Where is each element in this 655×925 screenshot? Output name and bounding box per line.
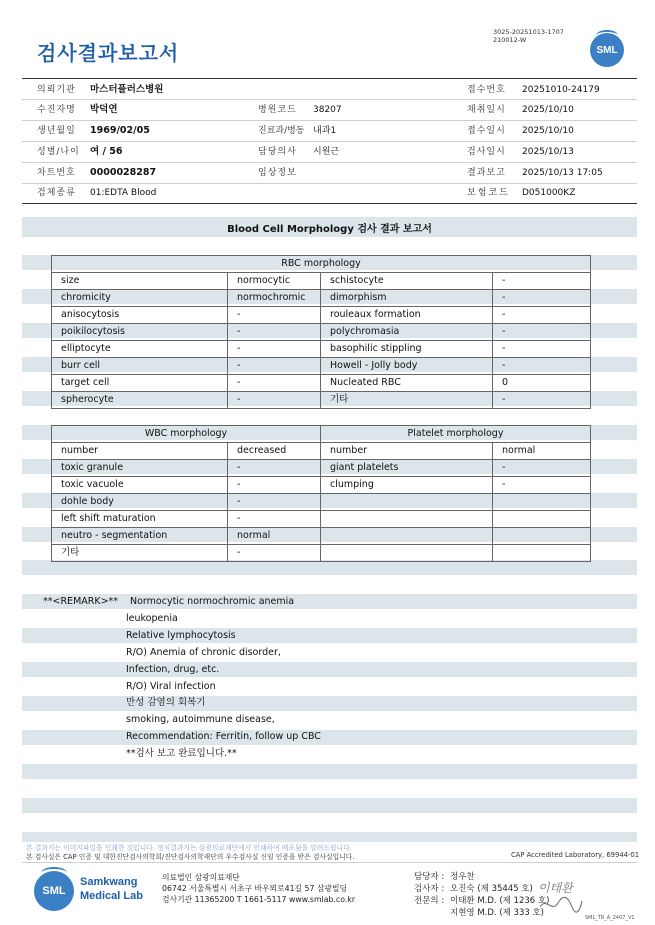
rbc-item: spherocyte (52, 392, 228, 409)
stripe-band (22, 662, 637, 677)
accreditation-note: 본 검사실은 CAP 인증 및 대한진단검사의학회/진단검사의학재단의 우수검사실 신임 인증을 받은 검사실입니다. (26, 853, 355, 861)
wbc-result: - (228, 545, 321, 562)
table-row (52, 477, 591, 494)
rbc-result: normocytic (228, 273, 321, 290)
rbc-result: - (228, 341, 321, 358)
rbc-item: Howell - Jolly body (321, 358, 493, 375)
remark-label: **<REMARK>** (43, 596, 119, 607)
rbc-result: normochromic (228, 290, 321, 307)
platelet-item (321, 494, 493, 511)
sml-logo: SML (590, 33, 624, 67)
receipt-no-value: 20251010-24179 (522, 85, 600, 95)
rbc-item: 기타 (321, 392, 493, 409)
specialist-value-1: 이태환 M.D. (제 1236 호) (450, 896, 550, 906)
remark-line: Normocytic normochromic anemia (130, 596, 295, 607)
collection-date-label: 채취일시 (467, 105, 506, 115)
platelet-result (493, 545, 591, 562)
table-row (52, 324, 591, 341)
info-divider (22, 120, 637, 121)
hospital-code-value: 38207 (313, 105, 342, 115)
stripe-band (22, 696, 637, 711)
institution-value: 마스터플러스병원 (90, 84, 164, 95)
clinical-label: 임상정보 (258, 168, 297, 178)
receipt-date-label: 접수일시 (467, 126, 506, 136)
platelet-result: normal (493, 443, 591, 460)
table-row (52, 375, 591, 392)
rbc-item: burr cell (52, 358, 228, 375)
remark-line: leukopenia (126, 613, 178, 624)
stripe-band (22, 730, 637, 745)
cap-accreditation: CAP Accredited Laboratory, 69944-01 (511, 851, 640, 859)
rbc-result: - (493, 341, 591, 358)
wbc-item: number (52, 443, 228, 460)
wbc-result: - (228, 511, 321, 528)
stripe-band (22, 764, 637, 779)
tester-label: 검사자 : (414, 884, 445, 894)
patient-value: 박덕연 (90, 104, 118, 115)
info-divider (22, 141, 637, 142)
remark-line: **검사 보고 완료입니다.** (126, 748, 237, 759)
rbc-item: Nucleated RBC (321, 375, 493, 392)
info-divider (22, 99, 637, 100)
rbc-item: chromicity (52, 290, 228, 307)
wbc-item: toxic granule (52, 460, 228, 477)
platelet-item: number (321, 443, 493, 460)
table-row (52, 273, 591, 290)
table-row (52, 443, 591, 460)
table-row (52, 545, 591, 562)
form-code: SML_TR_A_2407_V1 (585, 915, 635, 921)
test-date-label: 검사일시 (467, 147, 506, 157)
platelet-result: - (493, 477, 591, 494)
table-row (52, 494, 591, 511)
platelet-item (321, 528, 493, 545)
rbc-item: rouleaux formation (321, 307, 493, 324)
stripe-band (22, 832, 637, 842)
rbc-morphology-table (51, 255, 591, 409)
platelet-item (321, 511, 493, 528)
info-bottom-border (22, 203, 637, 204)
platelet-result (493, 511, 591, 528)
table-row (52, 460, 591, 477)
page-title: 검사결과보고서 (37, 41, 180, 65)
staff-label: 담당자 : (414, 872, 445, 882)
chart-no-value: 0000028287 (90, 167, 157, 178)
receipt-date-value: 2025/10/10 (522, 126, 574, 136)
footer-divider (22, 862, 637, 863)
brand-line-1: Samkwang (80, 876, 138, 888)
brand-line-2: Medical Lab (80, 890, 143, 902)
wbc-item: dohle body (52, 494, 228, 511)
rbc-result: - (493, 273, 591, 290)
wbc-item: toxic vacuole (52, 477, 228, 494)
platelet-item: giant platelets (321, 460, 493, 477)
tester-value: 오진숙 (제 35445 호) (450, 884, 533, 894)
info-divider (22, 183, 637, 184)
wbc-result: - (228, 477, 321, 494)
sml-logo: SML (34, 871, 74, 911)
doctor-label: 담당의사 (258, 147, 297, 157)
wbc-table-title: WBC morphology (52, 426, 321, 443)
platelet-table-title: Platelet morphology (321, 426, 591, 443)
table-row (52, 528, 591, 545)
table-row (52, 290, 591, 307)
hospital-code-label: 병원코드 (258, 105, 297, 115)
insurance-code-value: D051000KZ (522, 188, 576, 198)
birth-value: 1969/02/05 (90, 125, 150, 136)
rbc-result: - (228, 358, 321, 375)
platelet-result (493, 494, 591, 511)
rbc-table-title: RBC morphology (52, 256, 591, 273)
remark-line: Recommendation: Ferritin, follow up CBC (126, 731, 321, 742)
rbc-result: - (228, 375, 321, 392)
remark-line: R/O) Viral infection (126, 681, 216, 692)
info-top-border (22, 78, 637, 79)
rbc-result: - (228, 324, 321, 341)
remark-line: 만성 감염의 회복기 (126, 697, 206, 708)
platelet-result (493, 528, 591, 545)
stripe-band (22, 798, 637, 813)
brand-name (80, 875, 143, 903)
rbc-item: dimorphism (321, 290, 493, 307)
birth-label: 생년월일 (37, 126, 76, 136)
rbc-item: schistocyte (321, 273, 493, 290)
wbc-platelet-morphology-table (51, 425, 591, 562)
rbc-item: size (52, 273, 228, 290)
info-divider (22, 162, 637, 163)
rbc-item: basophilic stippling (321, 341, 493, 358)
rbc-result: - (493, 358, 591, 375)
stripe-band (22, 628, 637, 643)
table-row (52, 392, 591, 409)
wbc-result: normal (228, 528, 321, 545)
rbc-result: - (228, 307, 321, 324)
specialist-label: 전문의 : (414, 896, 445, 906)
specimen-label: 검체종류 (37, 188, 76, 198)
document-code-line-1: 3025-20251013-1707 (493, 28, 564, 36)
report-title: Blood Cell Morphology 검사 결과 보고서 (227, 223, 432, 235)
table-row (52, 511, 591, 528)
receipt-no-label: 접수번호 (467, 85, 506, 95)
rbc-item: anisocytosis (52, 307, 228, 324)
rbc-item: target cell (52, 375, 228, 392)
remark-line: Relative lymphocytosis (126, 630, 236, 641)
insurance-code-label: 보험코드 (467, 188, 510, 198)
wbc-item: neutro - segmentation (52, 528, 228, 545)
institution-name: 의료법인 삼광의료재단 (162, 873, 240, 882)
specialist-value-2: 지현영 M.D. (제 333 호) (450, 908, 545, 918)
rbc-result: - (228, 392, 321, 409)
test-date-value: 2025/10/13 (522, 147, 574, 157)
rbc-result: - (493, 290, 591, 307)
rbc-result: - (493, 324, 591, 341)
specimen-value: 01:EDTA Blood (90, 188, 157, 198)
remark-line: smoking, autoimmune disease, (126, 714, 275, 725)
platelet-result: - (493, 460, 591, 477)
document-code (493, 28, 564, 44)
collection-date-value: 2025/10/10 (522, 105, 574, 115)
institution-address: 06742 서울특별시 서초구 바우뫼로41길 57 삼광빌딩 (162, 884, 348, 893)
wbc-result: - (228, 460, 321, 477)
platelet-item (321, 545, 493, 562)
rbc-item: poikilocytosis (52, 324, 228, 341)
stripe-band (22, 560, 637, 575)
rbc-result: - (493, 307, 591, 324)
rbc-item: polychromasia (321, 324, 493, 341)
wbc-result: - (228, 494, 321, 511)
platelet-item: clumping (321, 477, 493, 494)
institution-contact: 검사기관 11365200 T 1661-5117 www.smlab.co.kr (162, 895, 356, 904)
rbc-result: 0 (493, 375, 591, 392)
print-disclaimer: 본 결과지는 이미지파일을 인쇄한 것입니다. 정식결과지는 삼광의료재단에서 인쇄하여 배포됨을 알려드립니다. (26, 844, 352, 852)
sex-age-value: 여 / 56 (90, 146, 123, 157)
document-code-line-2: 210012-W (493, 36, 527, 44)
table-row (52, 358, 591, 375)
wbc-item: 기타 (52, 545, 228, 562)
dept-value: 내과1 (313, 126, 337, 136)
table-row (52, 307, 591, 324)
rbc-item: elliptocyte (52, 341, 228, 358)
signature-scribble (538, 893, 584, 915)
staff-value: 정우찬 (450, 872, 475, 882)
doctor-value: 시원근 (313, 147, 340, 157)
remark-line: Infection, drug, etc. (126, 664, 220, 675)
wbc-item: left shift maturation (52, 511, 228, 528)
chart-no-label: 차트번호 (37, 168, 76, 178)
dept-label: 진료과/병동 (258, 126, 305, 136)
rbc-result: - (493, 392, 591, 409)
patient-label: 수진자명 (37, 105, 76, 115)
institution-label: 의뢰기관 (37, 85, 76, 95)
wbc-result: decreased (228, 443, 321, 460)
sex-age-label: 성별/나이 (37, 147, 80, 157)
report-date-label: 결과보고 (467, 168, 506, 178)
remark-line: R/O) Anemia of chronic disorder, (126, 647, 281, 658)
report-date-value: 2025/10/13 17:05 (522, 168, 603, 178)
table-row (52, 341, 591, 358)
handwritten-signature: 이태환 (538, 881, 573, 895)
